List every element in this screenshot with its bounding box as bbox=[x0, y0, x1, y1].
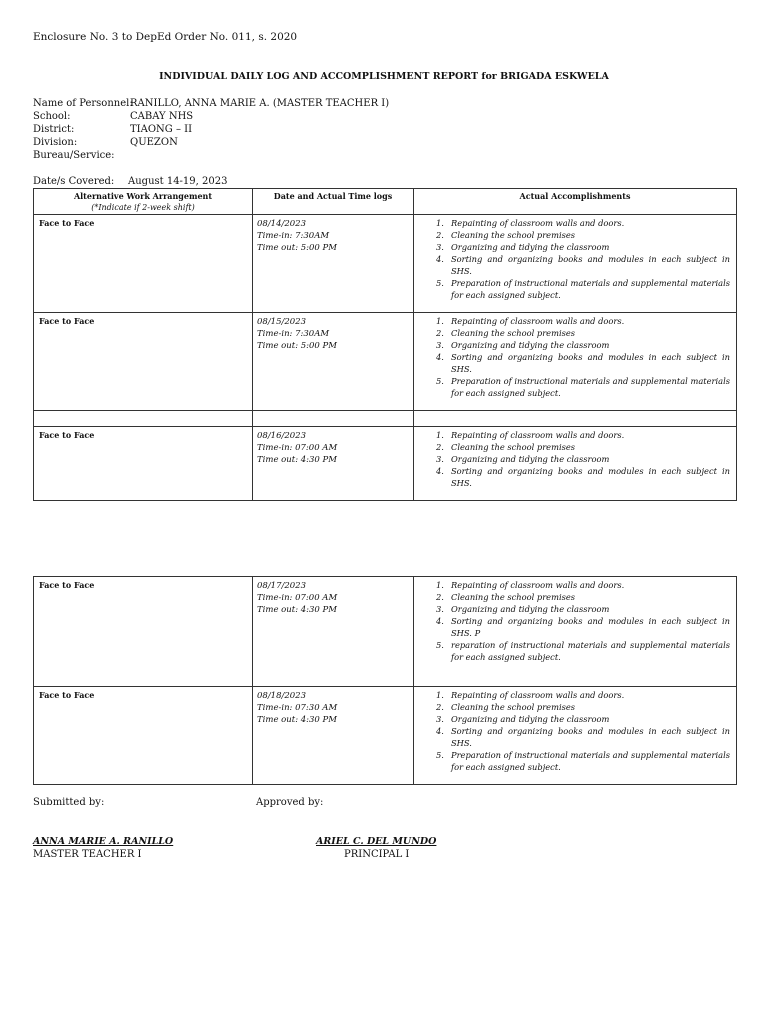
accomplishments-cell bbox=[414, 687, 737, 785]
approved-by-label: Approved by: bbox=[256, 797, 324, 808]
table-header-row bbox=[34, 189, 737, 215]
log-time-out: Time out: 4:30 PM bbox=[257, 605, 337, 615]
district-label: District: bbox=[33, 124, 75, 135]
log-table-2 bbox=[33, 576, 737, 785]
submitted-by-label: Submitted by: bbox=[33, 797, 105, 808]
log-date: 08/18/2023 bbox=[257, 691, 306, 701]
list-item: 3. Organizing and tidying the classroom bbox=[436, 242, 610, 252]
list-item: 1. Repainting of classroom walls and doors. bbox=[436, 580, 625, 590]
name-value: RANILLO, ANNA MARIE A. (MASTER TEACHER I) bbox=[130, 98, 390, 109]
list-item: 4. Sorting and organizing books and modules in each subject in SHS. bbox=[436, 352, 730, 374]
empty-row bbox=[34, 411, 737, 427]
table-row bbox=[34, 313, 737, 411]
log-time-in: Time-in: 7:30AM bbox=[257, 329, 330, 339]
list-item: 2. Cleaning the school premises bbox=[436, 328, 576, 338]
log-time-in: Time-in: 07:00 AM bbox=[257, 443, 338, 453]
approver-position: PRINCIPAL I bbox=[344, 849, 410, 860]
list-item: 2. Cleaning the school premises bbox=[436, 702, 576, 712]
list-item: 4. Sorting and organizing books and modules in each subject in SHS. bbox=[436, 466, 730, 488]
arrangement-cell: Face to Face bbox=[34, 577, 253, 687]
arrangement-cell: Face to Face bbox=[34, 313, 253, 411]
time-log-cell bbox=[253, 577, 414, 687]
list-item: 3. Organizing and tidying the classroom bbox=[436, 714, 610, 724]
division-value: QUEZON bbox=[130, 137, 178, 148]
submitter-name: ANNA MARIE A. RANILLO bbox=[33, 836, 174, 847]
list-item: 1. Repainting of classroom walls and doors. bbox=[436, 690, 625, 700]
time-log-cell bbox=[253, 215, 414, 313]
time-log-cell bbox=[253, 687, 414, 785]
list-item: 4. Sorting and organizing books and modules in each subject in SHS. P bbox=[436, 616, 730, 638]
log-date: 08/14/2023 bbox=[257, 219, 306, 229]
log-time-out: Time out: 5:00 PM bbox=[257, 243, 337, 253]
list-item: 2. Cleaning the school premises bbox=[436, 230, 576, 240]
list-item: 5. Preparation of instructional materials and supplemental materials for each assigned subject. bbox=[436, 278, 730, 300]
log-time-in: Time-in: 7:30AM bbox=[257, 231, 330, 241]
log-time-out: Time out: 4:30 PM bbox=[257, 455, 337, 465]
log-time-out: Time out: 5:00 PM bbox=[257, 341, 337, 351]
list-item: 3. Organizing and tidying the classroom bbox=[436, 454, 610, 464]
name-label: Name of Personnel: bbox=[33, 98, 133, 109]
list-item: 1. Repainting of classroom walls and doors. bbox=[436, 316, 625, 326]
report-title: INDIVIDUAL DAILY LOG AND ACCOMPLISHMENT REPORT for BRIGADA ESKWELA bbox=[159, 71, 609, 82]
list-item: 3. Organizing and tidying the classroom bbox=[436, 340, 610, 350]
arrangement-cell: Face to Face bbox=[34, 687, 253, 785]
division-label: Division: bbox=[33, 137, 78, 148]
header-arrangement-note: (*Indicate if 2-week shift) bbox=[91, 203, 195, 212]
accomplishments-cell bbox=[414, 313, 737, 411]
log-date: 08/17/2023 bbox=[257, 581, 306, 591]
accomplishments-cell bbox=[414, 427, 737, 501]
log-table-1 bbox=[33, 188, 737, 501]
list-item: 4. Sorting and organizing books and modules in each subject in SHS. bbox=[436, 254, 730, 276]
log-time-in: Time-in: 07:00 AM bbox=[257, 593, 338, 603]
list-item: 5. Preparation of instructional materials and supplemental materials for each assigned subject. bbox=[436, 750, 730, 772]
enclosure-note: Enclosure No. 3 to DepEd Order No. 011, s. 2020 bbox=[33, 31, 298, 43]
list-item: 5. reparation of instructional materials and supplemental materials for each assigned subject. bbox=[436, 640, 730, 662]
arrangement-cell: Face to Face bbox=[34, 427, 253, 501]
school-value: CABAY NHS bbox=[130, 111, 194, 122]
approver-name: ARIEL C. DEL MUNDO bbox=[316, 836, 437, 847]
header-arrangement-label: Alternative Work Arrangement bbox=[73, 191, 213, 201]
log-time-in: Time-in: 07:30 AM bbox=[257, 703, 338, 713]
accomplishments-cell bbox=[414, 577, 737, 687]
header-time-logs: Date and Actual Time logs bbox=[253, 189, 414, 215]
log-date: 08/16/2023 bbox=[257, 431, 306, 441]
log-date: 08/15/2023 bbox=[257, 317, 306, 327]
arrangement-cell: Face to Face bbox=[34, 215, 253, 313]
accomplishments-cell bbox=[414, 215, 737, 313]
school-label: School: bbox=[33, 111, 71, 122]
time-log-cell bbox=[253, 313, 414, 411]
list-item: 2. Cleaning the school premises bbox=[436, 592, 576, 602]
header-arrangement bbox=[34, 189, 253, 215]
list-item: 1. Repainting of classroom walls and doors. bbox=[436, 218, 625, 228]
district-value: TIAONG – II bbox=[130, 124, 193, 135]
bureau-label: Bureau/Service: bbox=[33, 150, 115, 161]
dates-label: Date/s Covered: bbox=[33, 176, 115, 187]
submitter-position: MASTER TEACHER I bbox=[33, 849, 142, 860]
header-accomplishments: Actual Accomplishments bbox=[414, 189, 737, 215]
table-row bbox=[34, 215, 737, 313]
list-item: 5. Preparation of instructional materials and supplemental materials for each assigned subject. bbox=[436, 376, 730, 398]
time-log-cell bbox=[253, 427, 414, 501]
list-item: 4. Sorting and organizing books and modules in each subject in SHS. bbox=[436, 726, 730, 748]
dates-value: August 14-19, 2023 bbox=[128, 176, 228, 187]
list-item: 3. Organizing and tidying the classroom bbox=[436, 604, 610, 614]
list-item: 1. Repainting of classroom walls and doors. bbox=[436, 430, 625, 440]
table-row bbox=[34, 687, 737, 785]
log-time-out: Time out: 4:30 PM bbox=[257, 715, 337, 725]
table-row bbox=[34, 427, 737, 501]
list-item: 2. Cleaning the school premises bbox=[436, 442, 576, 452]
table-row bbox=[34, 577, 737, 687]
